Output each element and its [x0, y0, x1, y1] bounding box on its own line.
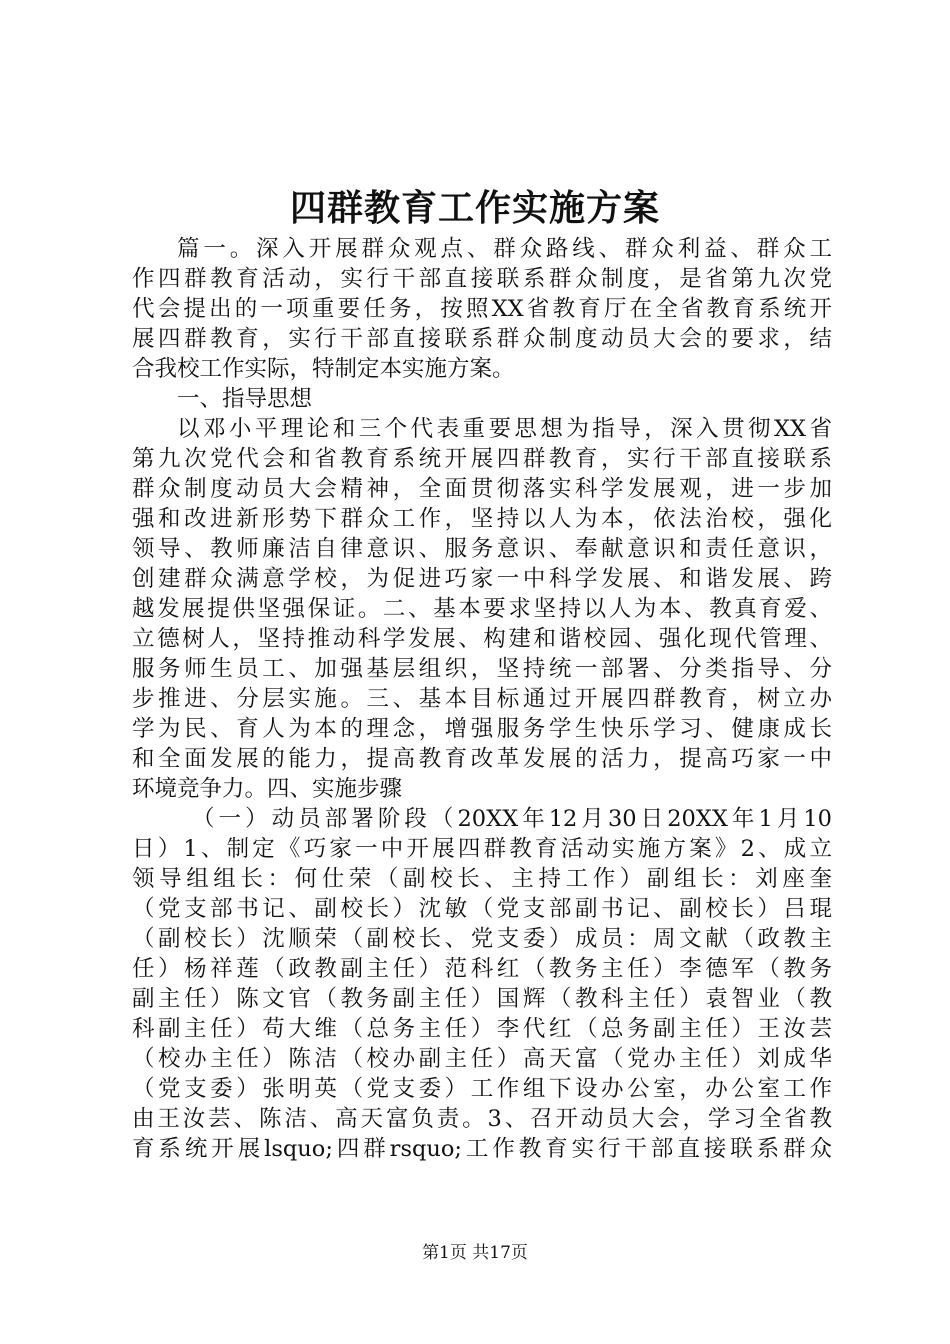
body-line: 篇一。深入开展群众观点、群众路线、群众利益、群众工	[177, 236, 832, 262]
body-line: （党支委）张明英（党支委）工作组下设办公室，办公室工作	[132, 1076, 832, 1102]
body-line: 立德树人，坚持推动科学发展、构建和谐校园、强化现代管理、	[132, 626, 832, 652]
body-line: 代会提出的一项重要任务，按照XX省教育厅在全省教育系统开	[132, 296, 832, 322]
body-line: 学为民、育人为本的理念，增强服务学生快乐学习、健康成长	[132, 716, 832, 742]
body-line: 创建群众满意学校，为促进巧家一中科学发展、和谐发展、跨	[132, 566, 832, 592]
body-line: 作四群教育活动，实行干部直接联系群众制度，是省第九次党	[132, 266, 832, 292]
body-line: 领导组组长：何仕荣（副校长、主持工作）副组长：刘座奎	[132, 866, 832, 892]
body-line: 由王汝芸、陈洁、高天富负责。3、召开动员大会，学习全省教	[132, 1106, 832, 1132]
section-heading: 一、指导思想	[177, 386, 313, 412]
body-line: 和全面发展的能力，提高教育改革发展的活力，提高巧家一中	[132, 746, 832, 772]
body-line: 副主任）陈文官（教务副主任）国辉（教科主任）袁智业（教	[132, 986, 832, 1012]
body-line: 强和改进新形势下群众工作，坚持以人为本，依法治校，强化	[132, 506, 832, 532]
body-line: 越发展提供坚强保证。二、基本要求坚持以人为本、教真育爱、	[132, 596, 832, 622]
body-line: 育系统开展lsquo;四群rsquo;工作教育实行干部直接联系群众	[132, 1136, 832, 1162]
body-line: 步推进、分层实施。三、基本目标通过开展四群教育，树立办	[132, 686, 832, 712]
body-line: 日）1、制定《巧家一中开展四群教育活动实施方案》2、成立	[132, 836, 832, 862]
page-footer: 第1页 共17页	[422, 1243, 528, 1263]
body-line: （校办主任）陈洁（校办副主任）高天富（党办主任）刘成华	[132, 1046, 832, 1072]
body-line: 领导、教师廉洁自律意识、服务意识、奉献意识和责任意识，	[132, 536, 832, 562]
body-line: 合我校工作实际，特制定本实施方案。	[132, 356, 515, 382]
body-line: 环境竞争力。四、实施步骤	[132, 776, 403, 802]
body-line: （一）动员部署阶段（20XX年12月30日20XX年1月10	[192, 806, 832, 832]
document-body	[132, 234, 832, 1164]
body-line: 群众制度动员大会精神，全面贯彻落实科学发展观，进一步加	[132, 476, 832, 502]
body-line: 任）杨祥莲（政教副主任）范科红（教务主任）李德军（教务	[132, 956, 832, 982]
body-line: 以邓小平理论和三个代表重要思想为指导，深入贯彻XX省	[177, 416, 832, 442]
body-line: 科副主任）苟大维（总务主任）李代红（总务副主任）王汝芸	[132, 1016, 832, 1042]
body-line: （党支部书记、副校长）沈敏（党支部副书记、副校长）吕琨	[132, 896, 832, 922]
body-line: （副校长）沈顺荣（副校长、党支委）成员：周文献（政教主	[132, 926, 832, 952]
body-line: 展四群教育，实行干部直接联系群众制度动员大会的要求，结	[132, 326, 832, 352]
body-line: 服务师生员工、加强基层组织，坚持统一部署、分类指导、分	[132, 656, 832, 682]
document-title: 四群教育工作实施方案	[289, 187, 660, 229]
body-line: 第九次党代会和省教育系统开展四群教育，实行干部直接联系	[132, 446, 832, 472]
